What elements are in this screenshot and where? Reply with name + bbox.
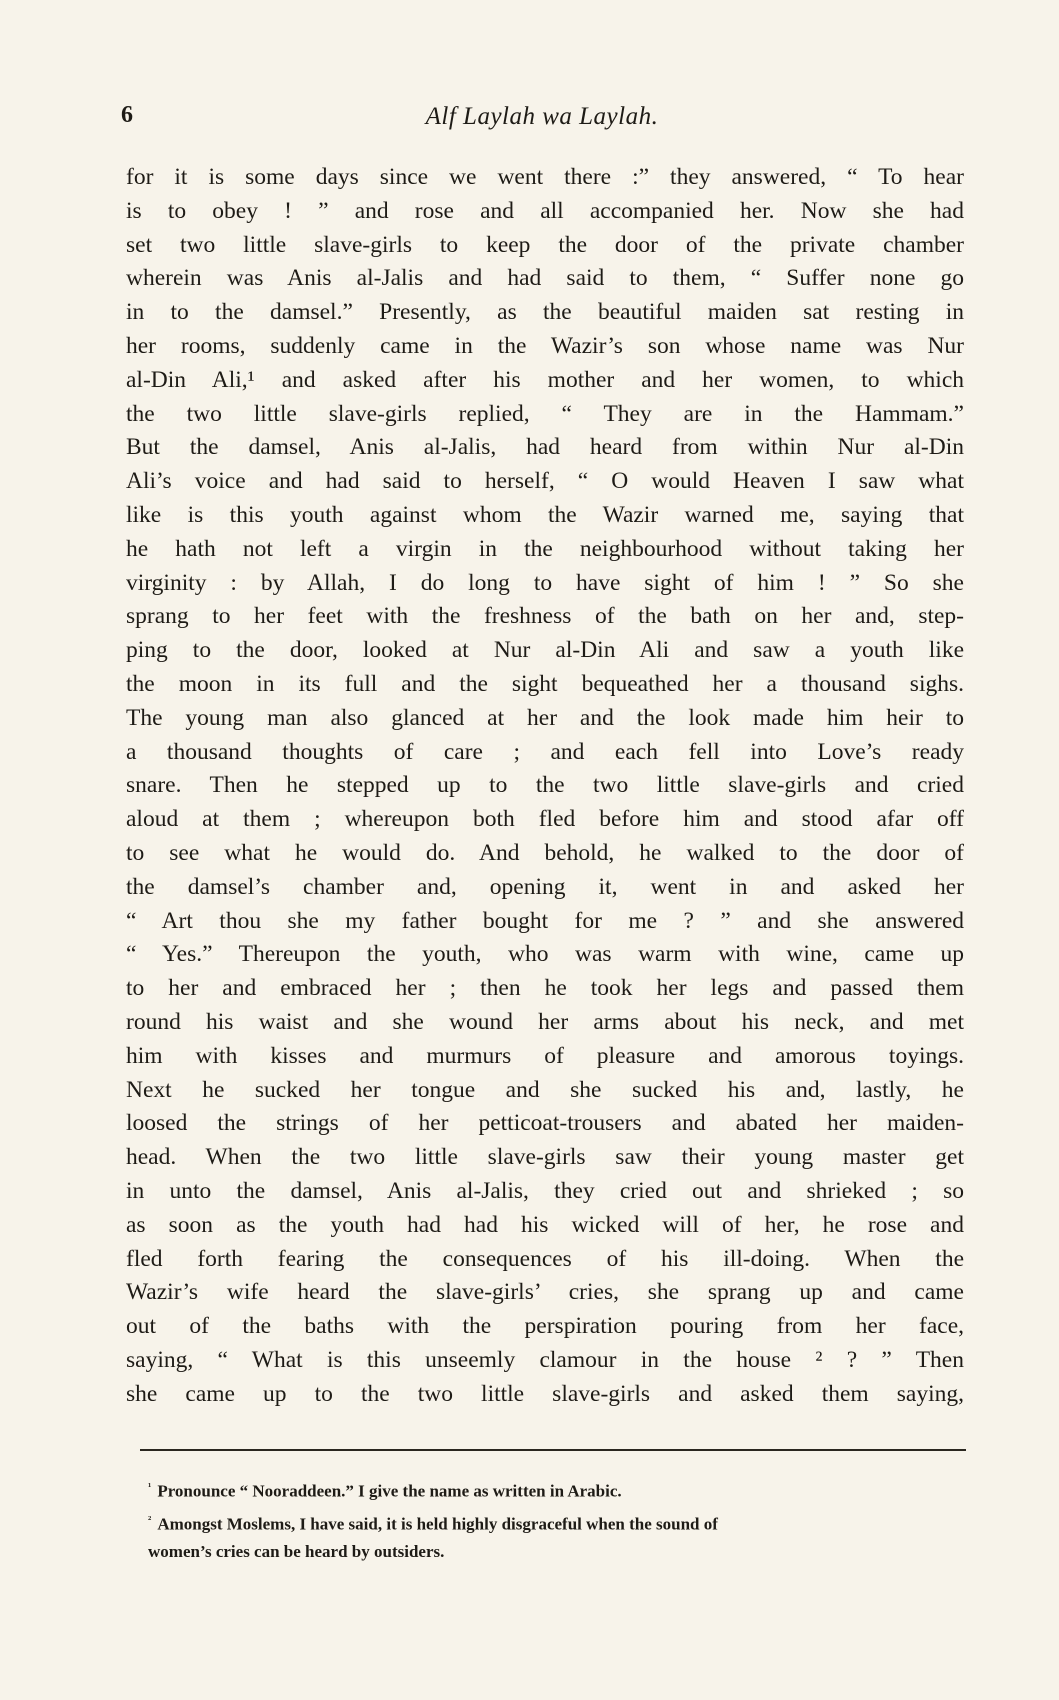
text-line: like is this youth against whom the Wazir warned me, saying that <box>126 501 964 528</box>
text-line: “ Yes.” Thereupon the youth, who was warm with wine, came up <box>126 941 964 968</box>
text-line: fled forth fearing the consequences of his ill-doing. When the <box>126 1245 964 1272</box>
text-line: her rooms, suddenly came in the Wazir’s son whose name was Nur <box>126 332 964 359</box>
footnotes <box>148 1473 970 1566</box>
footnote-text: women’s cries can be heard by outsiders. <box>148 1542 445 1562</box>
text-line: as soon as the youth had had his wicked will of her, he rose and <box>126 1211 964 1238</box>
footnote-2 <box>148 1506 970 1539</box>
footnote-marker: ² <box>148 1513 152 1526</box>
text-line: “ Art thou she my father bought for me ? ” and she answered <box>126 907 964 934</box>
text-line: The young man also glanced at her and the look made him heir to <box>126 704 964 731</box>
footnote-text: Pronounce “ Nooraddeen.” I give the name as written in Arabic. <box>157 1481 622 1501</box>
text-line: Next he sucked her tongue and she sucked his and, lastly, he <box>126 1076 964 1103</box>
text-line: virginity : by Allah, I do long to have sight of him ! ” So she <box>126 569 964 596</box>
text-line: loosed the strings of her petticoat-trousers and abated her maiden- <box>126 1110 964 1137</box>
body-text <box>126 161 964 1411</box>
text-line: the two little slave-girls replied, “ They are in the Hammam.” <box>126 400 964 427</box>
text-line: a thousand thoughts of care ; and each fell into Love’s ready <box>126 738 964 765</box>
text-line: to her and embraced her ; then he took her legs and passed them <box>126 975 964 1002</box>
footnote-2-continuation <box>148 1538 970 1566</box>
text-line: him with kisses and murmurs of pleasure and amorous toyings. <box>126 1042 964 1069</box>
text-line: al-Din Ali,¹ and asked after his mother and her women, to which <box>126 366 964 393</box>
text-line: she came up to the two little slave-girls and asked them saying, <box>126 1380 964 1407</box>
text-line: to see what he would do. And behold, he walked to the door of <box>126 839 964 866</box>
text-line: he hath not left a virgin in the neighbourhood without taking her <box>126 535 964 562</box>
text-line: in unto the damsel, Anis al-Jalis, they cried out and shrieked ; so <box>126 1177 964 1204</box>
text-line: round his waist and she wound her arms about his neck, and met <box>126 1008 964 1035</box>
footnote-divider <box>140 1449 966 1451</box>
text-line: in to the damsel.” Presently, as the beautiful maiden sat resting in <box>126 299 964 326</box>
text-line: head. When the two little slave-girls saw their young master get <box>126 1144 964 1171</box>
page-number: 6 <box>121 102 133 128</box>
text-line: sprang to her feet with the freshness of the bath on her and, step- <box>126 603 964 630</box>
text-line: the moon in its full and the sight bequeathed her a thousand sighs. <box>126 670 964 697</box>
text-line: saying, “ What is this unseemly clamour in the house ² ? ” Then <box>126 1346 964 1373</box>
text-line: out of the baths with the perspiration pouring from her face, <box>126 1313 964 1340</box>
text-line: ping to the door, looked at Nur al-Din Ali and saw a youth like <box>126 637 964 664</box>
page-header <box>121 100 963 144</box>
text-line: is to obey ! ” and rose and all accompanied her. Now she had <box>126 197 964 224</box>
text-line: wherein was Anis al-Jalis and had said to them, “ Suffer none go <box>126 265 964 292</box>
text-line: Wazir’s wife heard the slave-girls’ cries, she sprang up and came <box>126 1279 964 1306</box>
running-title: Alf Laylah wa Laylah. <box>425 103 659 130</box>
text-line: aloud at them ; whereupon both fled before him and stood afar off <box>126 806 964 833</box>
text-line: Ali’s voice and had said to herself, “ O would Heaven I saw what <box>126 468 964 495</box>
footnote-1 <box>148 1473 970 1506</box>
text-line: But the damsel, Anis al-Jalis, had heard from within Nur al-Din <box>126 434 964 461</box>
footnote-marker: ¹ <box>148 1481 152 1493</box>
text-line: the damsel’s chamber and, opening it, went in and asked her <box>126 873 964 900</box>
text-line: snare. Then he stepped up to the two little slave-girls and cried <box>126 772 964 799</box>
text-line: set two little slave-girls to keep the door of the private chamber <box>126 231 964 258</box>
text-line: for it is some days since we went there :” they answered, “ To hear <box>126 164 964 190</box>
footnote-text: Amongst Moslems, I have said, it is held highly disgraceful when the sound of <box>157 1514 718 1534</box>
